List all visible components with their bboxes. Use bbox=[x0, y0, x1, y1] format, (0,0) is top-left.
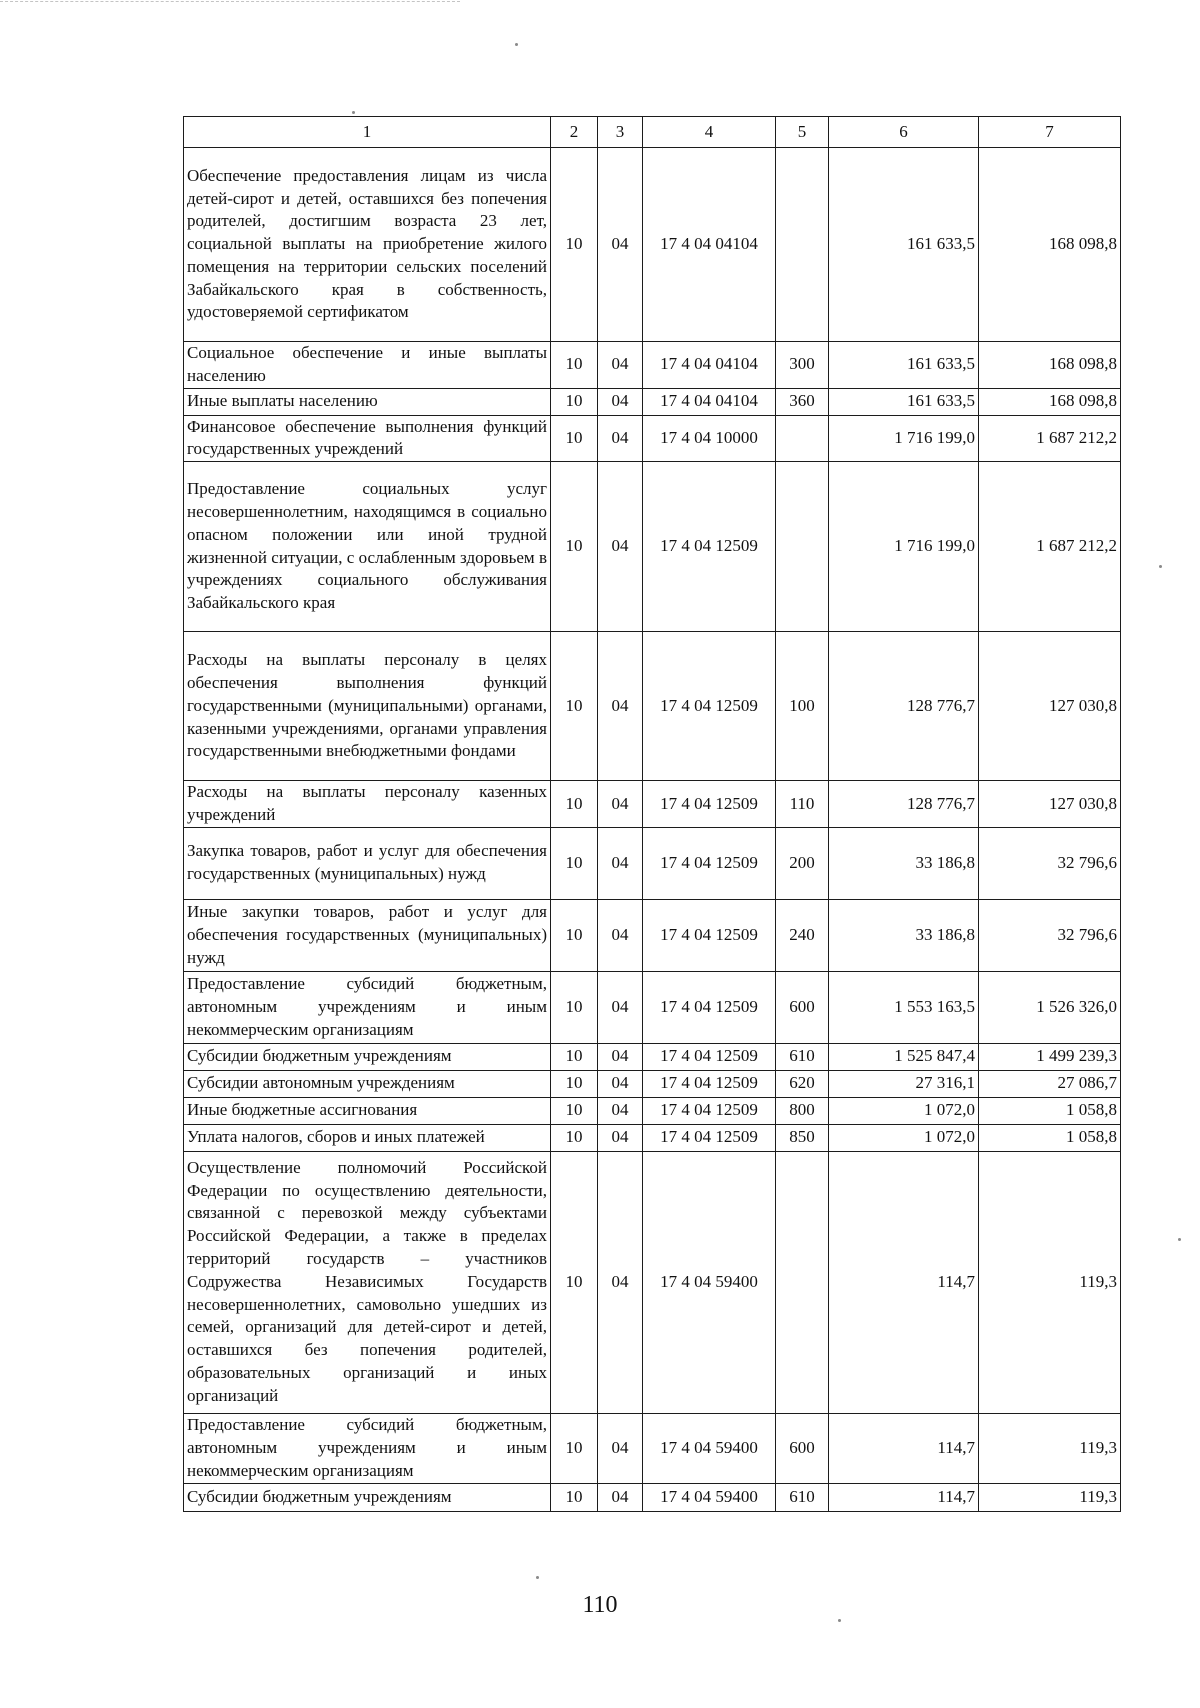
page-number: 110 bbox=[582, 1592, 618, 1618]
section-code-cell: 10 bbox=[551, 1483, 598, 1511]
subsection-code-cell: 04 bbox=[598, 971, 643, 1043]
expense-type-code-cell: 360 bbox=[776, 388, 829, 415]
amount-year-1-cell: 33 186,8 bbox=[829, 827, 979, 899]
amount-year-2-cell: 1 058,8 bbox=[979, 1124, 1121, 1151]
expense-type-code-cell: 300 bbox=[776, 342, 829, 389]
table-header-row bbox=[184, 117, 1121, 148]
section-code-cell: 10 bbox=[551, 827, 598, 899]
row-name-cell: Социальное обеспечение и иные выплаты населению bbox=[184, 342, 551, 389]
amount-year-1-cell: 1 716 199,0 bbox=[829, 462, 979, 632]
expense-type-code-cell bbox=[776, 1151, 829, 1413]
scan-speck bbox=[536, 1576, 539, 1579]
amount-year-2-cell: 32 796,6 bbox=[979, 827, 1121, 899]
expense-type-code-cell: 610 bbox=[776, 1043, 829, 1070]
subsection-code-cell: 04 bbox=[598, 1124, 643, 1151]
expense-type-code-cell: 200 bbox=[776, 827, 829, 899]
subsection-code-cell: 04 bbox=[598, 388, 643, 415]
target-item-code-cell: 17 4 04 12509 bbox=[643, 1070, 776, 1097]
column-header: 5 bbox=[776, 117, 829, 148]
amount-year-2-cell: 1 687 212,2 bbox=[979, 415, 1121, 462]
column-header: 7 bbox=[979, 117, 1121, 148]
row-name-cell: Финансовое обеспечение выполнения функций государственных учреждений bbox=[184, 415, 551, 462]
target-item-code-cell: 17 4 04 59400 bbox=[643, 1151, 776, 1413]
subsection-code-cell: 04 bbox=[598, 462, 643, 632]
scan-speck bbox=[1159, 565, 1162, 568]
amount-year-2-cell: 1 526 326,0 bbox=[979, 971, 1121, 1043]
section-code-cell: 10 bbox=[551, 415, 598, 462]
row-name-cell: Иные выплаты населению bbox=[184, 388, 551, 415]
expense-type-code-cell bbox=[776, 148, 829, 342]
subsection-code-cell: 04 bbox=[598, 1097, 643, 1124]
row-name-cell: Предоставление социальных услуг несовершеннолетним, находящимся в социально опасном положении или иной трудной жизненной ситуации, с ослабленным здоровьем в учреждениях социального обслуживания Забайкальского края bbox=[184, 462, 551, 632]
section-code-cell: 10 bbox=[551, 1151, 598, 1413]
amount-year-1-cell: 128 776,7 bbox=[829, 632, 979, 781]
subsection-code-cell: 04 bbox=[598, 1413, 643, 1483]
table-row bbox=[184, 971, 1121, 1043]
column-header: 6 bbox=[829, 117, 979, 148]
expense-type-code-cell: 600 bbox=[776, 971, 829, 1043]
expense-type-code-cell: 850 bbox=[776, 1124, 829, 1151]
amount-year-1-cell: 1 553 163,5 bbox=[829, 971, 979, 1043]
table-row bbox=[184, 1151, 1121, 1413]
table-row bbox=[184, 632, 1121, 781]
table-row bbox=[184, 462, 1121, 632]
expense-type-code-cell: 110 bbox=[776, 781, 829, 828]
amount-year-2-cell: 168 098,8 bbox=[979, 342, 1121, 389]
row-name-cell: Субсидии бюджетным учреждениям bbox=[184, 1043, 551, 1070]
target-item-code-cell: 17 4 04 10000 bbox=[643, 415, 776, 462]
subsection-code-cell: 04 bbox=[598, 899, 643, 971]
amount-year-1-cell: 114,7 bbox=[829, 1413, 979, 1483]
amount-year-1-cell: 1 072,0 bbox=[829, 1097, 979, 1124]
table-row bbox=[184, 388, 1121, 415]
target-item-code-cell: 17 4 04 04104 bbox=[643, 148, 776, 342]
row-name-cell: Предоставление субсидий бюджетным, автономным учреждениям и иным некоммерческим организациям bbox=[184, 1413, 551, 1483]
row-name-cell: Предоставление субсидий бюджетным, автономным учреждениям и иным некоммерческим организациям bbox=[184, 971, 551, 1043]
subsection-code-cell: 04 bbox=[598, 827, 643, 899]
row-name-cell: Субсидии автономным учреждениям bbox=[184, 1070, 551, 1097]
column-header: 4 bbox=[643, 117, 776, 148]
table-row bbox=[184, 781, 1121, 828]
section-code-cell: 10 bbox=[551, 899, 598, 971]
section-code-cell: 10 bbox=[551, 1413, 598, 1483]
subsection-code-cell: 04 bbox=[598, 148, 643, 342]
target-item-code-cell: 17 4 04 12509 bbox=[643, 462, 776, 632]
table-row bbox=[184, 1124, 1121, 1151]
expense-type-code-cell: 600 bbox=[776, 1413, 829, 1483]
scan-speck bbox=[515, 43, 518, 46]
table-row bbox=[184, 899, 1121, 971]
section-code-cell: 10 bbox=[551, 971, 598, 1043]
section-code-cell: 10 bbox=[551, 1097, 598, 1124]
table-row bbox=[184, 1413, 1121, 1483]
row-name-cell: Осуществление полномочий Российской Федерации по осуществлению деятельности, связанной с перевозкой между субъектами Российской Федерации, а также в пределах территорий государств – участников Содружества Независимых Государств несовершеннолетних, самовольно ушедших из семей, организаций для детей-сирот и детей, оставшихся без попечения родителей, образовательных организаций и иных организаций bbox=[184, 1151, 551, 1413]
amount-year-1-cell: 128 776,7 bbox=[829, 781, 979, 828]
amount-year-1-cell: 1 525 847,4 bbox=[829, 1043, 979, 1070]
target-item-code-cell: 17 4 04 12509 bbox=[643, 1097, 776, 1124]
subsection-code-cell: 04 bbox=[598, 781, 643, 828]
amount-year-2-cell: 32 796,6 bbox=[979, 899, 1121, 971]
target-item-code-cell: 17 4 04 04104 bbox=[643, 388, 776, 415]
row-name-cell: Обеспечение предоставления лицам из числа детей-сирот и детей, оставшихся без попечения родителей, достигшим возраста 23 лет, социальной выплаты на приобретение жилого помещения на территории сельских поселений Забайкальского края в собственность, удостоверяемой сертификатом bbox=[184, 148, 551, 342]
target-item-code-cell: 17 4 04 12509 bbox=[643, 781, 776, 828]
table-row bbox=[184, 148, 1121, 342]
amount-year-1-cell: 33 186,8 bbox=[829, 899, 979, 971]
expense-type-code-cell bbox=[776, 415, 829, 462]
section-code-cell: 10 bbox=[551, 1043, 598, 1070]
target-item-code-cell: 17 4 04 12509 bbox=[643, 899, 776, 971]
section-code-cell: 10 bbox=[551, 388, 598, 415]
column-header: 1 bbox=[184, 117, 551, 148]
table-row bbox=[184, 1043, 1121, 1070]
column-header: 3 bbox=[598, 117, 643, 148]
amount-year-2-cell: 168 098,8 bbox=[979, 388, 1121, 415]
amount-year-2-cell: 127 030,8 bbox=[979, 781, 1121, 828]
target-item-code-cell: 17 4 04 12509 bbox=[643, 1043, 776, 1070]
column-header: 2 bbox=[551, 117, 598, 148]
row-name-cell: Расходы на выплаты персоналу в целях обеспечения выполнения функций государственными (муниципальными) органами, казенными учреждениями, органами управления государственными внебюджетными фондами bbox=[184, 632, 551, 781]
amount-year-2-cell: 119,3 bbox=[979, 1151, 1121, 1413]
amount-year-1-cell: 114,7 bbox=[829, 1151, 979, 1413]
subsection-code-cell: 04 bbox=[598, 415, 643, 462]
target-item-code-cell: 17 4 04 12509 bbox=[643, 827, 776, 899]
section-code-cell: 10 bbox=[551, 342, 598, 389]
subsection-code-cell: 04 bbox=[598, 1151, 643, 1413]
amount-year-2-cell: 127 030,8 bbox=[979, 632, 1121, 781]
table-row bbox=[184, 415, 1121, 462]
subsection-code-cell: 04 bbox=[598, 342, 643, 389]
amount-year-2-cell: 119,3 bbox=[979, 1483, 1121, 1511]
target-item-code-cell: 17 4 04 59400 bbox=[643, 1413, 776, 1483]
row-name-cell: Закупка товаров, работ и услуг для обеспечения государственных (муниципальных) нужд bbox=[184, 827, 551, 899]
section-code-cell: 10 bbox=[551, 1070, 598, 1097]
table-row bbox=[184, 342, 1121, 389]
amount-year-2-cell: 1 058,8 bbox=[979, 1097, 1121, 1124]
amount-year-1-cell: 161 633,5 bbox=[829, 342, 979, 389]
amount-year-1-cell: 1 716 199,0 bbox=[829, 415, 979, 462]
table-row bbox=[184, 827, 1121, 899]
section-code-cell: 10 bbox=[551, 632, 598, 781]
amount-year-2-cell: 1 499 239,3 bbox=[979, 1043, 1121, 1070]
row-name-cell: Субсидии бюджетным учреждениям bbox=[184, 1483, 551, 1511]
amount-year-2-cell: 27 086,7 bbox=[979, 1070, 1121, 1097]
expense-type-code-cell: 800 bbox=[776, 1097, 829, 1124]
subsection-code-cell: 04 bbox=[598, 632, 643, 781]
amount-year-1-cell: 161 633,5 bbox=[829, 388, 979, 415]
row-name-cell: Иные закупки товаров, работ и услуг для обеспечения государственных (муниципальных) нужд bbox=[184, 899, 551, 971]
expense-type-code-cell: 620 bbox=[776, 1070, 829, 1097]
scan-edge-line bbox=[0, 1, 460, 2]
subsection-code-cell: 04 bbox=[598, 1070, 643, 1097]
section-code-cell: 10 bbox=[551, 781, 598, 828]
row-name-cell: Уплата налогов, сборов и иных платежей bbox=[184, 1124, 551, 1151]
section-code-cell: 10 bbox=[551, 462, 598, 632]
target-item-code-cell: 17 4 04 04104 bbox=[643, 342, 776, 389]
budget-table bbox=[183, 116, 1121, 1512]
scan-speck bbox=[838, 1619, 841, 1622]
row-name-cell: Расходы на выплаты персоналу казенных учреждений bbox=[184, 781, 551, 828]
section-code-cell: 10 bbox=[551, 148, 598, 342]
expense-type-code-cell: 240 bbox=[776, 899, 829, 971]
amount-year-1-cell: 27 316,1 bbox=[829, 1070, 979, 1097]
expense-type-code-cell: 610 bbox=[776, 1483, 829, 1511]
target-item-code-cell: 17 4 04 12509 bbox=[643, 971, 776, 1043]
section-code-cell: 10 bbox=[551, 1124, 598, 1151]
amount-year-1-cell: 161 633,5 bbox=[829, 148, 979, 342]
target-item-code-cell: 17 4 04 12509 bbox=[643, 1124, 776, 1151]
scan-speck bbox=[352, 111, 355, 114]
amount-year-2-cell: 119,3 bbox=[979, 1413, 1121, 1483]
expense-type-code-cell bbox=[776, 462, 829, 632]
amount-year-1-cell: 114,7 bbox=[829, 1483, 979, 1511]
amount-year-1-cell: 1 072,0 bbox=[829, 1124, 979, 1151]
amount-year-2-cell: 1 687 212,2 bbox=[979, 462, 1121, 632]
amount-year-2-cell: 168 098,8 bbox=[979, 148, 1121, 342]
expense-type-code-cell: 100 bbox=[776, 632, 829, 781]
table-row bbox=[184, 1070, 1121, 1097]
target-item-code-cell: 17 4 04 59400 bbox=[643, 1483, 776, 1511]
target-item-code-cell: 17 4 04 12509 bbox=[643, 632, 776, 781]
subsection-code-cell: 04 bbox=[598, 1043, 643, 1070]
scan-speck bbox=[1178, 1238, 1181, 1241]
table-row bbox=[184, 1483, 1121, 1511]
subsection-code-cell: 04 bbox=[598, 1483, 643, 1511]
row-name-cell: Иные бюджетные ассигнования bbox=[184, 1097, 551, 1124]
table-row bbox=[184, 1097, 1121, 1124]
